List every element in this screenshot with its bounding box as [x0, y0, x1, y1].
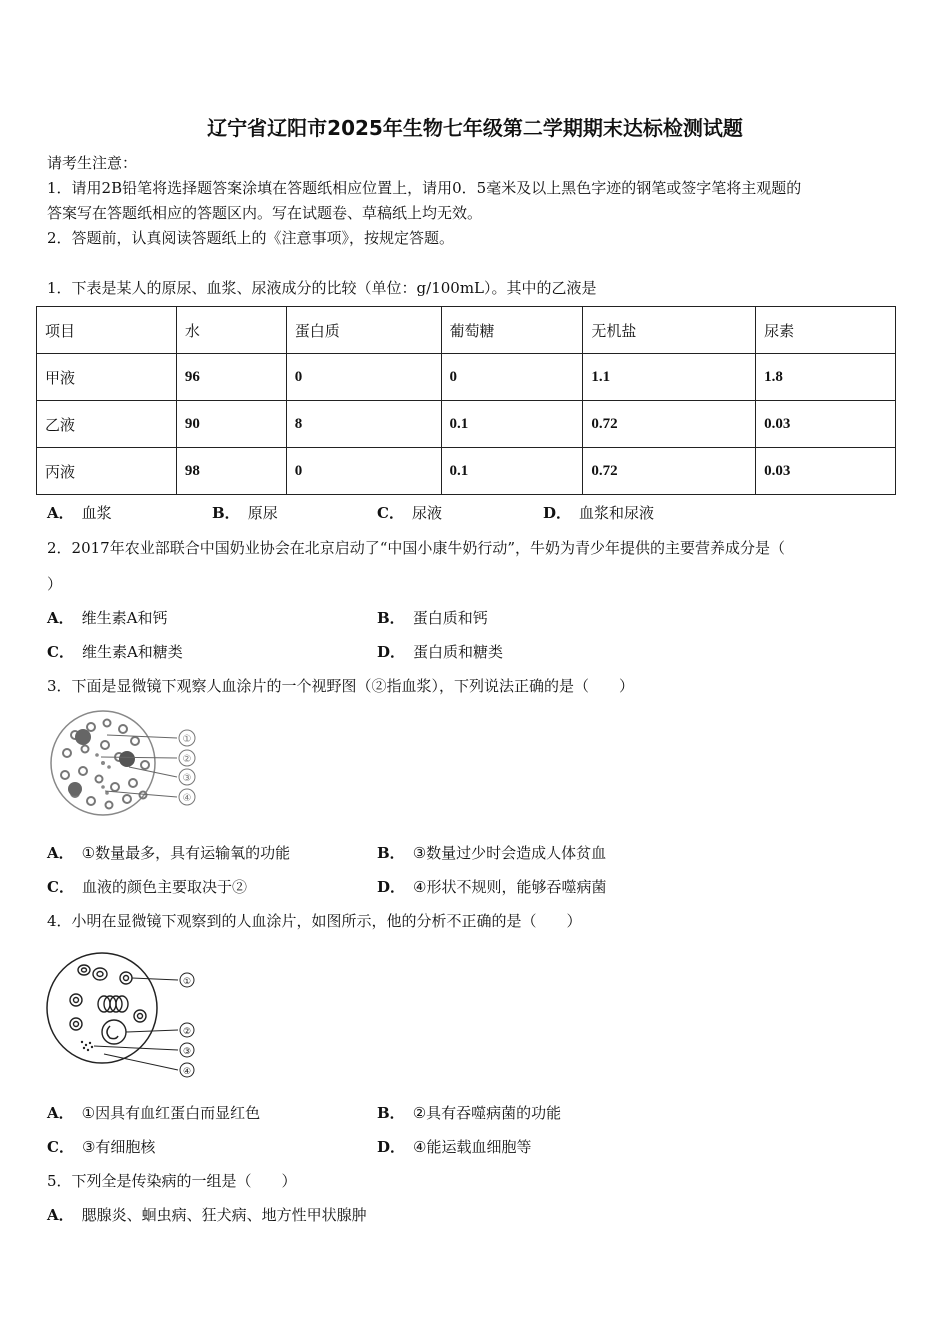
notice-line: 2．答题前，认真阅读答题纸上的《注意事项》，按规定答题。: [47, 229, 455, 247]
q4-option-b[interactable]: B． ②具有吞噬病菌的功能: [377, 1104, 562, 1122]
q4-blood-smear-figure: [44, 950, 204, 1085]
q5-option-a[interactable]: A． 腮腺炎、蛔虫病、狂犬病、地方性甲状腺肿: [47, 1206, 367, 1224]
q1-stem: 1．下表是某人的原尿、血浆、尿液成分的比较（单位：g/100mL）。其中的乙液是: [47, 279, 597, 297]
q1-option-b[interactable]: B． 原尿: [212, 504, 278, 522]
q3-option-d[interactable]: D． ④形状不规则，能够吞噬病菌: [377, 878, 607, 896]
notice-heading: 请考生注意：: [47, 154, 138, 172]
q4-option-d[interactable]: D． ④能运载血细胞等: [377, 1138, 532, 1156]
notice-line: 1．请用2B铅笔将选择题答案涂填在答题纸相应位置上，请用0．5毫米及以上黑色字迹的钢笔或签字笔将主观题的: [47, 179, 802, 197]
q1-option-a[interactable]: A． 血浆: [47, 504, 112, 522]
q3-option-a[interactable]: A． ①数量最多，具有运输氧的功能: [47, 844, 291, 862]
q1-option-d[interactable]: D． 血浆和尿液: [543, 504, 655, 522]
q4-label: ④: [182, 1067, 192, 1077]
q4-label: ③: [182, 1047, 192, 1057]
table-cell: 0.72: [583, 401, 756, 448]
table-header-cell: 蛋白质: [286, 307, 441, 354]
table-cell: 甲液: [37, 354, 177, 401]
q1-table: [36, 306, 896, 495]
table-cell: 乙液: [37, 401, 177, 448]
table-cell: 0.1: [441, 401, 583, 448]
q2-option-d[interactable]: D． 蛋白质和糖类: [377, 643, 504, 661]
q5-stem: 5．下列全是传染病的一组是（ ）: [47, 1172, 297, 1190]
table-header-cell: 无机盐: [583, 307, 756, 354]
table-cell: 丙液: [37, 448, 177, 495]
q3-label: ④: [182, 793, 192, 804]
table-cell: 1.1: [583, 354, 756, 401]
q3-stem: 3．下面是显微镜下观察人血涂片的一个视野图（②指血浆），下列说法正确的是（ ）: [47, 677, 635, 695]
q3-label: ②: [182, 754, 192, 765]
q2-option-b[interactable]: B． 蛋白质和钙: [377, 609, 488, 627]
table-cell: 0.03: [756, 448, 896, 495]
notice-line: 答案写在答题纸相应的答题区内。写在试题卷、草稿纸上均无效。: [47, 204, 483, 222]
q4-label: ②: [182, 1027, 192, 1037]
table-cell: 8: [286, 401, 441, 448]
q3-option-b[interactable]: B． ③数量过少时会造成人体贫血: [377, 844, 607, 862]
q1-option-c[interactable]: C． 尿液: [377, 504, 442, 522]
q2-stem: 2．2017年农业部联合中国奶业协会在北京启动了“中国小康牛奶行动”，牛奶为青少年提供的主要营养成分是（: [47, 539, 786, 557]
q3-label: ③: [182, 773, 192, 784]
q4-option-a[interactable]: A． ①因具有血红蛋白而显红色: [47, 1104, 261, 1122]
table-header-cell: 水: [176, 307, 286, 354]
page-title: 辽宁省辽阳市2025年生物七年级第二学期期末达标检测试题: [207, 116, 743, 140]
table-cell: 1.8: [756, 354, 896, 401]
table-cell: 0.1: [441, 448, 583, 495]
table-row: [37, 354, 896, 401]
q3-label: ①: [182, 734, 192, 745]
q2-stem-end: ）: [47, 575, 63, 593]
q4-label: ①: [182, 977, 192, 987]
q2-option-c[interactable]: C． 维生素A和糖类: [47, 643, 183, 661]
table-cell: 98: [176, 448, 286, 495]
table-row: [37, 448, 896, 495]
q4-option-c[interactable]: C． ③有细胞核: [47, 1138, 156, 1156]
table-cell: 0: [286, 354, 441, 401]
q4-stem: 4．小明在显微镜下观察到的人血涂片，如图所示，他的分析不正确的是（ ）: [47, 912, 582, 930]
q3-option-c[interactable]: C． 血液的颜色主要取决于②: [47, 878, 247, 896]
table-cell: 0: [441, 354, 583, 401]
table-header-cell: 项目: [37, 307, 177, 354]
table-cell: 0: [286, 448, 441, 495]
table-header-cell: 尿素: [756, 307, 896, 354]
table-cell: 90: [176, 401, 286, 448]
table-header-row: [37, 307, 896, 354]
table-cell: 0.72: [583, 448, 756, 495]
table-cell: 96: [176, 354, 286, 401]
table-cell: 0.03: [756, 401, 896, 448]
table-header-cell: 葡萄糖: [441, 307, 583, 354]
q3-blood-smear-figure: [45, 705, 210, 823]
table-row: [37, 401, 896, 448]
q2-option-a[interactable]: A． 维生素A和钙: [47, 609, 168, 627]
